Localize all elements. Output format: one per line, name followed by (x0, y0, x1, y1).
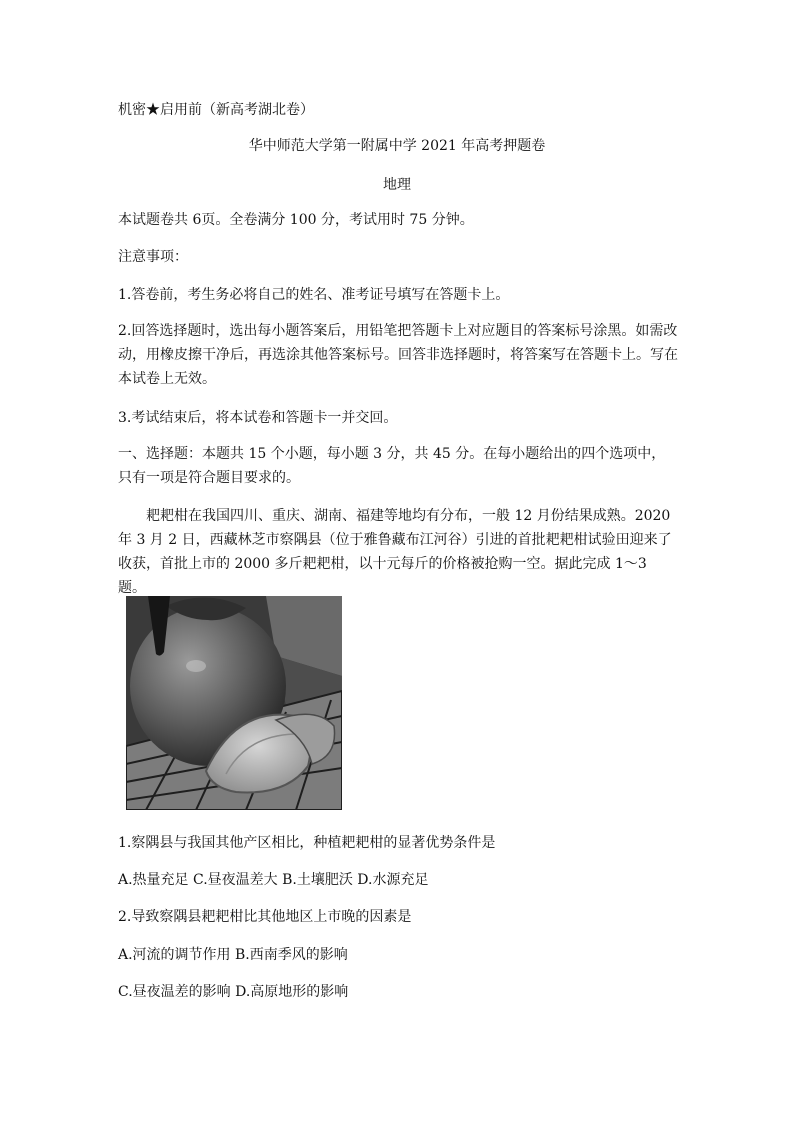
note-item-3: 3.考试结束后，将本试卷和答题卡一并交回。 (118, 410, 398, 426)
question-1-options: A.热量充足 C.昼夜温差大 B.土壤肥沃 D.水源充足 (118, 872, 429, 888)
question-1-stem: 1.察隅县与我国其他产区相比，种植耙耙柑的显著优势条件是 (118, 835, 496, 851)
note-item-1: 1.答卷前，考生务必将自己的姓名、准考证号填写在答题卡上。 (118, 287, 510, 303)
passage-text: 耙耙柑在我国四川、重庆、湖南、福建等地均有分布，一般 12 月份结果成熟。2020 年 3 月 2 日，西藏林芝市察隅县（位于雅鲁藏布江河谷）引进的首批耙耙柑试验田迎来了收获，首批上市的 2000 多斤耙耙柑，以十元每斤的价格被抢购一空。据此完成 1～3 题。 (118, 508, 672, 596)
section-heading: 一、选择题：本题共 15 个小题，每小题 3 分，共 45 分。在每小题给出的四个选项中，只有一项是符合题目要求的。 (118, 446, 666, 486)
notes-heading: 注意事项： (118, 249, 188, 265)
question-2-options-ab: A.河流的调节作用 B.西南季风的影响 (118, 947, 348, 963)
tangerine-photo (126, 596, 342, 810)
question-2-options-cd: C.昼夜温差的影响 D.高原地形的影响 (118, 984, 349, 1000)
intro-text: 本试题卷共 6页。全卷满分 100 分，考试用时 75 分钟。 (118, 212, 474, 228)
note-item-2: 2.回答选择题时，选出每小题答案后，用铅笔把答题卡上对应题目的答案标号涂黑。如需改动，用橡皮擦干净后，再选涂其他答案标号。回答非选择题时，将答案写在答题卡上。写在本试卷上无效。 (118, 323, 678, 387)
subject-title: 地理 (383, 177, 411, 193)
confidential-label: 机密★启用前（新高考湖北卷） (118, 102, 314, 118)
exam-title: 华中师范大学第一附属中学 2021 年高考押题卷 (248, 138, 546, 154)
question-2-stem: 2.导致察隅县耙耙柑比其他地区上市晚的因素是 (118, 909, 412, 925)
